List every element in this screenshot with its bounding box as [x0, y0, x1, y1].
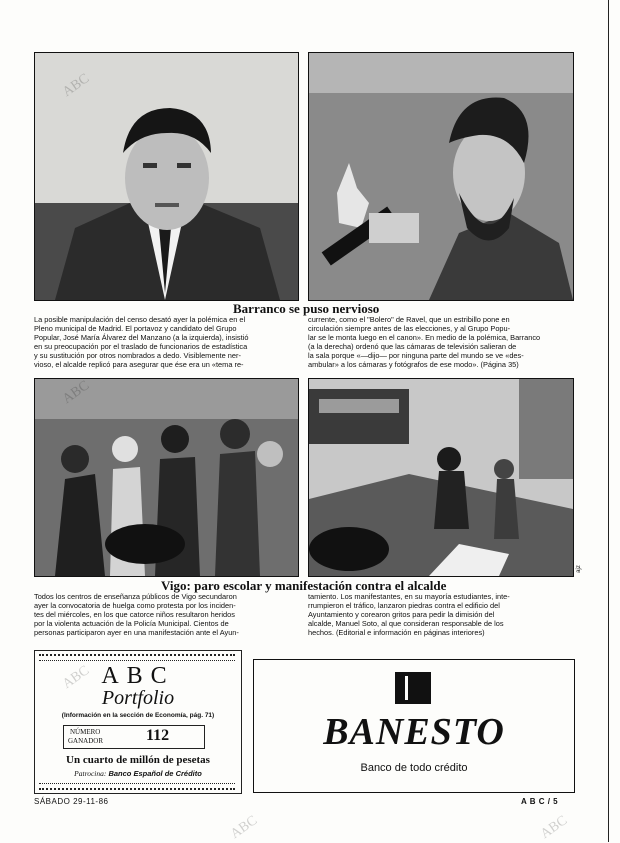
story2-col1-line: personas participaron ayer en una manifestación ante el Ayun-: [34, 628, 239, 637]
winning-number-label-2: GANADOR: [68, 737, 103, 745]
portfolio-ad-bottom-border: [39, 783, 235, 790]
story1-col2-line: lar se le monta luego en el canon». En medio de la polémica, Barranco: [308, 333, 541, 342]
story1-col2-line: la sala porque «—dijo— por ninguna parte del mundo se ve «des-: [308, 351, 524, 360]
story1-col2-line: ambular» a los cámaras y fotógrafos de ese modo». (Página 35): [308, 360, 519, 369]
portfolio-ad-title: Portfolio: [101, 687, 175, 709]
story2-col2-line: Ayuntamiento y corearon gritos para pedir la dimisión del: [308, 610, 495, 619]
story2-column-1: [34, 592, 300, 637]
footer-date: SÁBADO 29-11-86: [34, 797, 109, 806]
footer-page: A B C / 5: [521, 797, 559, 806]
portfolio-ad-brand: ABC: [101, 663, 175, 689]
banesto-brand: BANESTO: [323, 711, 505, 753]
story2-col2-line: tamiento. Los manifestantes, en su mayoría estudiantes, inte-: [308, 592, 510, 601]
winning-number-label-1: NÚMERO: [70, 728, 101, 736]
story1-col1-line: en su preocupación por el traslado de funcionarios de estadística: [34, 342, 248, 351]
story1-col2-line: currente, como el "Bolero" de Ravel, que un estribillo pone en: [308, 315, 510, 324]
winning-number-box: [63, 725, 205, 749]
portfolio-ad-info: (Información en la sección de Economía, pág. 71): [61, 712, 215, 719]
photo-barranco: [308, 52, 574, 301]
abc-watermark: ABC: [538, 813, 571, 842]
story1-column-1: [34, 315, 300, 369]
portfolio-ad-top-border: [39, 654, 235, 661]
story1-column-2: [308, 315, 574, 369]
story2-col2-line: alcalde, Manuel Soto, al que consideran responsable de los: [308, 619, 504, 628]
abc-watermark: ABC: [228, 813, 261, 842]
portfolio-ad: [34, 650, 242, 794]
banesto-tagline: Banco de todo crédito: [360, 762, 468, 774]
story1-col2-line: circulación siempre antes de las elecciones, y al Grupo Popu-: [308, 324, 511, 333]
right-margin-rule: [608, 0, 609, 842]
story2-col1-line: Todos los centros de enseñanza públicos de Vigo secundaron: [34, 592, 237, 601]
story1-headline: Barranco se puso nervioso: [233, 301, 380, 316]
abc-watermark: ABC: [60, 378, 93, 407]
portfolio-sponsor-prefix: Patrocina:: [74, 769, 107, 778]
story2-headline: Vigo: paro escolar y manifestación contra el alcalde: [161, 578, 447, 593]
story1-col1-line: Pleno municipal de Madrid. El portavoz y candidato del Grupo: [34, 324, 237, 333]
story2-col1-line: por la violenta actuación de la Policía Municipal. Cientos de: [34, 619, 229, 628]
story2-col1-line: ayer la convocatoria de huelga como protesta por los inciden-: [34, 601, 236, 610]
story2-col2-line: rrumpieron el tráfico, lanzaron piedras contra el edificio del: [308, 601, 500, 610]
story2-column-2: [308, 592, 574, 637]
banesto-ad: [253, 659, 575, 793]
story1-col1-line: La posible manipulación del censo desató ayer la polémica en el: [34, 315, 246, 324]
photo-vigo-police: [34, 378, 299, 577]
photo-credit: ajz: [575, 565, 582, 573]
abc-watermark: ABC: [60, 663, 93, 692]
abc-watermark: ABC: [60, 71, 93, 100]
story1-col1-line: y su sustitución por otros nombrados a dedo. Visiblemente ner-: [34, 351, 241, 360]
portfolio-prize: Un cuarto de millón de pesetas: [66, 754, 210, 766]
photo-vigo-protest: [308, 378, 574, 577]
banesto-logo-icon: [395, 672, 431, 704]
winning-number: 112: [146, 727, 170, 744]
story1-col1-line: vioso, el alcalde replicó para asegurar que ése era un «tema re-: [34, 360, 244, 369]
portfolio-sponsor-line: [35, 769, 241, 778]
portfolio-sponsor: Banco Español de Crédito: [108, 769, 202, 778]
story2-col2-line: hechos. (Editorial e información en páginas interiores): [308, 628, 485, 637]
story2-col1-line: tes del miércoles, en los que catorce niños resultaron heridos: [34, 610, 235, 619]
story1-col2-line: (a la derecha) ordenó que las cámaras de televisión salieran de: [308, 342, 517, 351]
story1-col1-line: Popular, José María Álvarez del Manzano (a la izquierda), insistió: [34, 333, 249, 342]
